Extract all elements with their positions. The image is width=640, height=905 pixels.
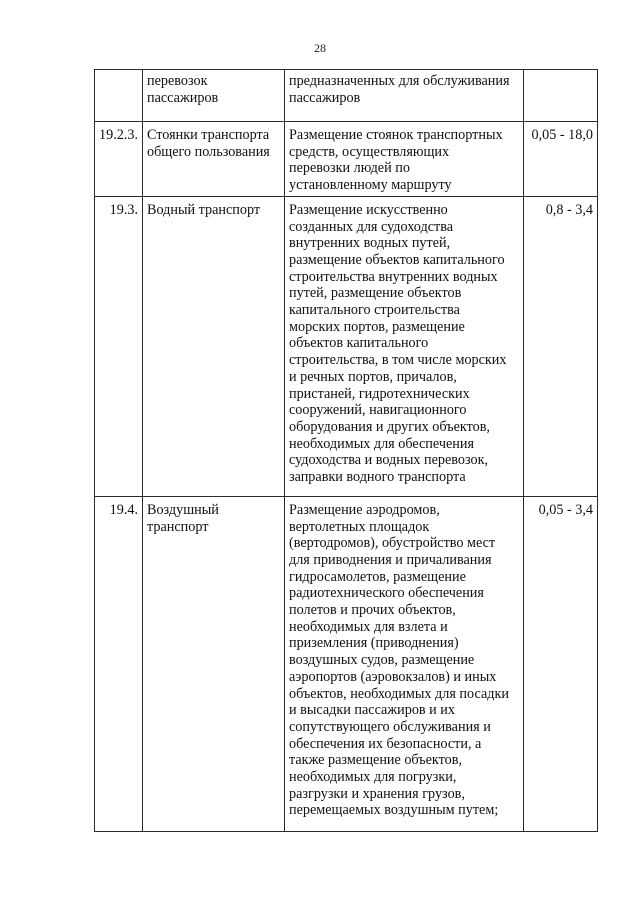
row-plot-size: 0,05 - 3,4 [524,496,598,831]
row-description: предназначенных для обслуживания пассажиров [285,70,524,122]
row-code [95,70,143,122]
row-use-name: Водный транспорт [143,196,285,496]
row-use-name: Стоянки транспорта общего пользования [143,122,285,197]
table-row [95,70,598,122]
table-row [95,196,598,496]
row-code: 19.3. [95,196,143,496]
row-plot-size [524,70,598,122]
table-row [95,122,598,197]
row-plot-size: 0,8 - 3,4 [524,196,598,496]
row-description: Размещение аэродромов, вертолетных площадок (вертодромов), обустройство мест для приводнения и причаливания гидросамолетов, размещение радиотехнического обеспечения полетов и прочих объектов, необходимых для взлета и приземления (приводнения) воздушных судов, размещение аэропортов (аэровокзалов) и иных объектов, необходимых для посадки и высадки пассажиров и их сопутствующего обслуживания и обеспечения их безопасности, а также размещение объектов, необходимых для погрузки, разгрузки и хранения грузов, перемещаемых воздушным путем; [285,496,524,831]
row-description: Размещение искусственно созданных для судоходства внутренних водных путей, размещение объектов капитального строительства внутренних водных путей, размещение объектов капитального строительства морских портов, размещение объектов капитального строительства, в том числе морских и речных портов, причалов, пристаней, гидротехнических сооружений, навигационного оборудования и других объектов, необходимых для обеспечения судоходства и водных перевозок, заправки водного транспорта [285,196,524,496]
zoning-table [94,69,598,832]
page-number: 28 [314,41,326,55]
row-use-name: перевозок пассажиров [143,70,285,122]
row-code: 19.4. [95,496,143,831]
row-plot-size: 0,05 - 18,0 [524,122,598,197]
row-description: Размещение стоянок транспортных средств, осуществляющих перевозки людей по установленному маршруту [285,122,524,197]
table-row [95,496,598,831]
row-code: 19.2.3. [95,122,143,197]
row-use-name: Воздушный транспорт [143,496,285,831]
